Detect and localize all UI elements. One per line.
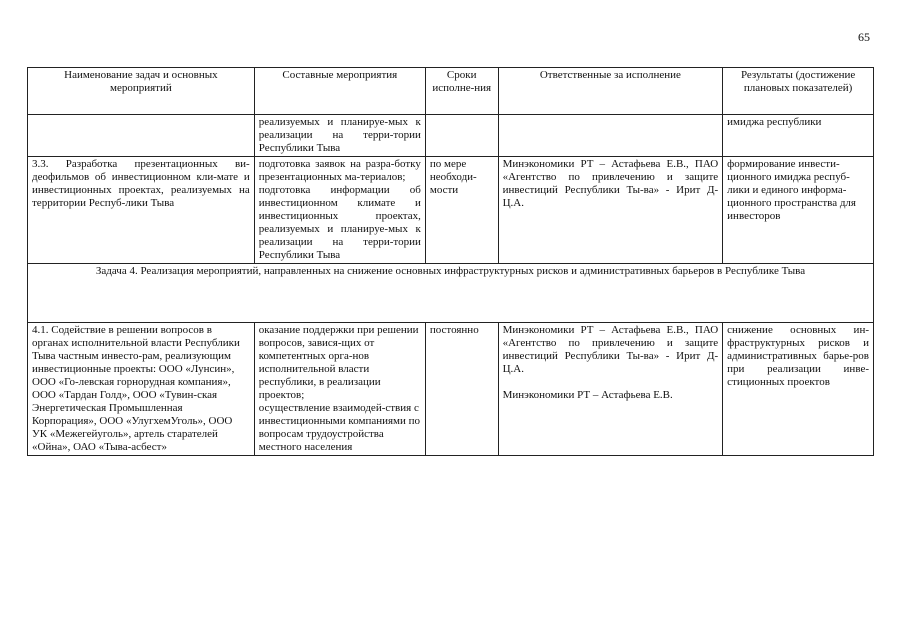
table-row (28, 157, 874, 264)
cell-task (28, 115, 255, 157)
header-deadlines: Сроки исполне-ния (425, 68, 498, 115)
measure-item: подготовка заявок на разра-ботку презентационных ма-териалов; (258, 158, 421, 183)
table-row (28, 323, 874, 456)
cell-deadline: постоянно (425, 323, 498, 456)
cell-deadline: по мере необходи-мости (425, 157, 498, 264)
header-results: Результаты (достижение плановых показателей) (723, 68, 874, 115)
cell-result: формирование инвести-ционного имиджа респуб-лики и единого информа-ционного пространства для инвесторов (723, 157, 874, 264)
cell-responsible (498, 323, 723, 456)
header-task-name: Наименование задач и основных мероприятий (28, 68, 255, 115)
cell-measures (254, 323, 425, 456)
task-heading-row (28, 264, 874, 323)
page-number: 65 (858, 30, 870, 44)
table-row (28, 115, 874, 157)
cell-task: 3.3. Разработка презентационных ви-деофильмов об инвестиционном кли-мате и инвестиционных проектах, реализуемых на территории Респуб-лики Тыва (28, 157, 255, 264)
cell-task: 4.1. Содействие в решении вопросов в органах исполнительной власти Республики Тыва частным инвесто-рам, реализующим инвестиционные проекты: ООО «Лунсин», ООО «Го-левская горнорудная компания», ООО «Тардан Голд», ООО «Тувин-ская Энергетическая Промышленная Корпорация», ООО «УлугхемУголь», ООО УК «Межегейуголь», артель старателей «Ойна», ОАО «Тыва-асбест» (28, 323, 255, 456)
measure-item: оказание поддержки при решении вопросов, завися-щих от компетентных орга-нов исполнительной власти республики, в реализации проектов; (258, 324, 419, 401)
cell-deadline (425, 115, 498, 157)
action-plan-table (27, 67, 874, 456)
measure-item: осуществление взаимодей-ствия с инвестиционными компаниями по вопросам трудоустройства местного населения (258, 402, 421, 453)
header-responsible: Ответственные за исполнение (498, 68, 723, 115)
cell-result: имиджа республики (723, 115, 874, 157)
responsible-item: Минэкономики РТ – Астафьева Е.В. (502, 389, 673, 401)
cell-measures: реализуемых и планируе-мых к реализации на терри-тории Республики Тыва (254, 115, 425, 157)
cell-responsible: Минэкономики РТ – Астафьева Е.В., ПАО «Агентство по привлечению и защите инвестиций Республики Ты-ва» - Ирит Д-Ц.А. (498, 157, 723, 264)
table-header-row (28, 68, 874, 115)
cell-result: снижение основных ин-фраструктурных рисков и административных барье-ров при реализации инве-стиционных проектов (723, 323, 874, 456)
cell-responsible (498, 115, 723, 157)
cell-measures (254, 157, 425, 264)
measure-item: подготовка информации об инвестиционном климате и инвестиционных проектах, реализуемых и планируе-мых к реализации на терри-тории Республики Тыва (258, 184, 421, 261)
task-4-title: Задача 4. Реализация мероприятий, направленных на снижение основных инфраструктурных рисков и административных барьеров в Республике Тыва (28, 264, 874, 323)
header-measures: Составные мероприятия (254, 68, 425, 115)
responsible-item: Минэкономики РТ – Астафьева Е.В., ПАО «Агентство по привлечению и защите инвестиций Республики Ты-ва» - Ирит Д-Ц.А. (502, 324, 719, 375)
